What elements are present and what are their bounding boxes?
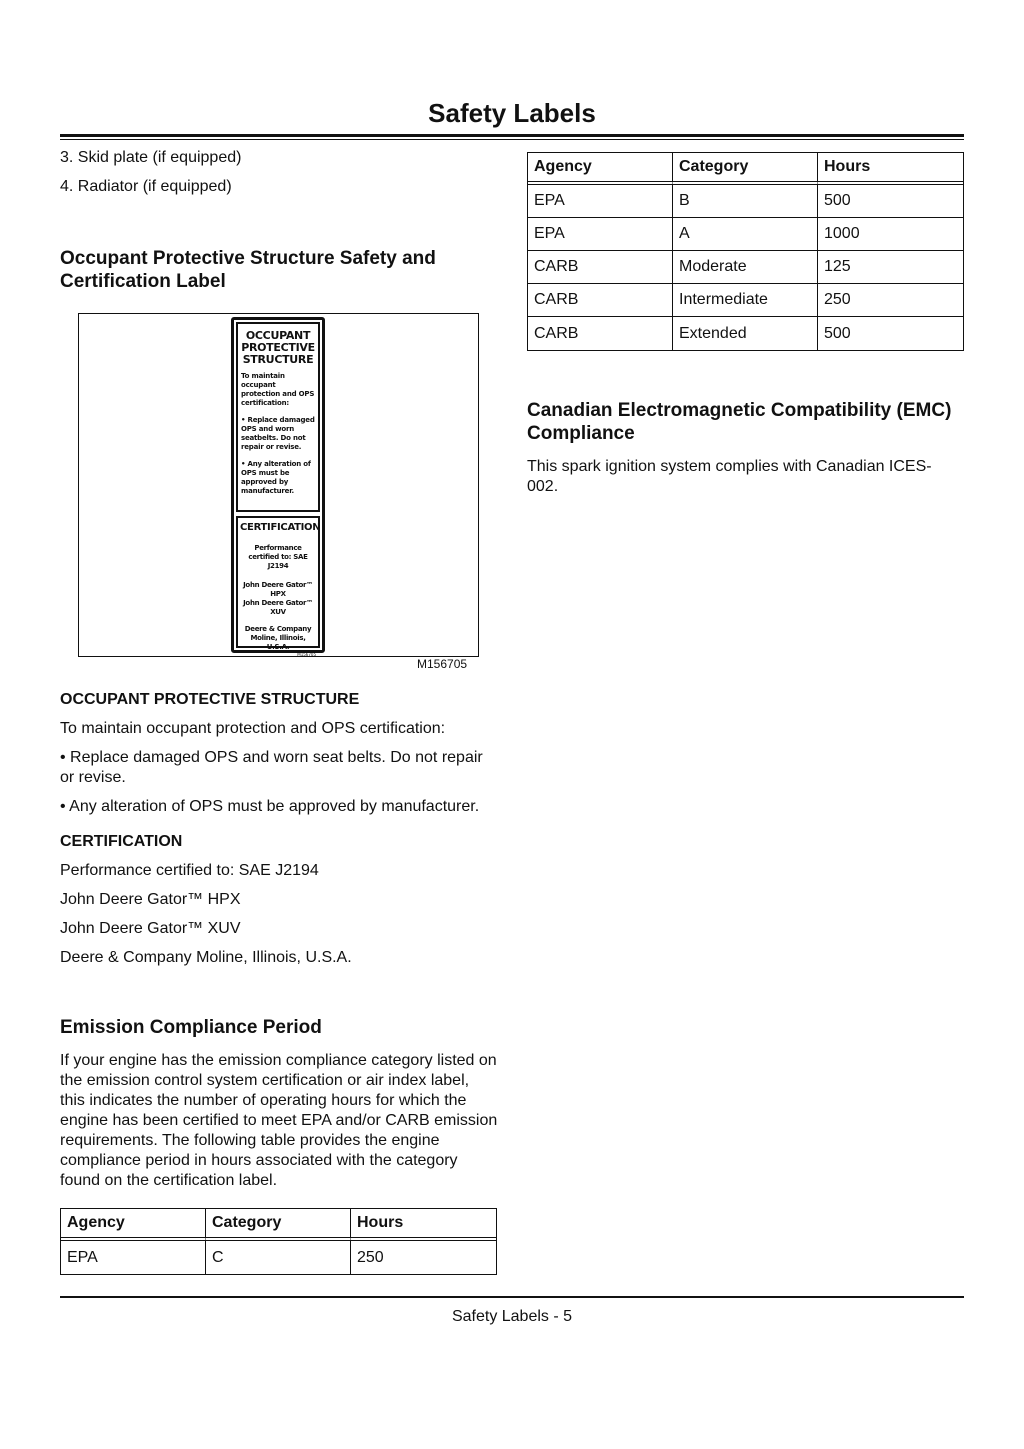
decal-model-2: John Deere Gator™ XUV	[243, 599, 313, 616]
decal-cert-text: Performance certified to: SAE J2194	[248, 544, 308, 570]
cell-agency: EPA	[528, 185, 673, 218]
table-header-row	[61, 1209, 496, 1241]
ops-label-heading: Occupant Protective Structure Safety and Certification Label	[60, 248, 436, 292]
col-header-hours: Hours	[351, 1209, 496, 1241]
decal-bullet-2: • Any alteration of OPS must be approved by manufacturer.	[241, 460, 311, 495]
list-section	[60, 148, 500, 197]
cell-category: Intermediate	[673, 284, 818, 317]
table-row	[528, 284, 963, 317]
table-row	[61, 1241, 496, 1274]
decal-cert-section	[236, 516, 321, 657]
ops-decal	[231, 317, 325, 657]
table-header-row	[528, 153, 963, 185]
decal-title: OCCUPANT PROTECTIVE STRUCTURE	[241, 329, 315, 366]
decal-ops-section	[236, 322, 320, 512]
cell-agency: CARB	[528, 317, 673, 350]
ops-bullet-1: • Replace damaged OPS and worn seat belts. Do not repair or revise.	[60, 749, 483, 786]
cell-category: Moderate	[673, 251, 818, 284]
ops-text-section	[60, 690, 500, 817]
emission-heading: Emission Compliance Period	[60, 1017, 322, 1038]
ops-bullet-2: • Any alteration of OPS must be approved by manufacturer.	[60, 798, 480, 815]
page-footer: Safety Labels - 5	[451, 1308, 573, 1325]
cell-agency: EPA	[528, 218, 673, 251]
emission-table-right-wrap	[527, 152, 964, 351]
col-header-hours: Hours	[818, 153, 963, 185]
cell-hours: 125	[818, 251, 963, 284]
cell-hours: 250	[818, 284, 963, 317]
emc-heading: Canadian Electromagnetic Compatibility (EMC) Compliance	[527, 400, 952, 444]
cell-agency: EPA	[61, 1241, 206, 1274]
footer-rule	[60, 1296, 964, 1298]
cell-category: B	[673, 185, 818, 218]
emission-text: If your engine has the emission compliance category listed on the emission control system certification or air index label, this indicates the number of operating hours for which the engine has been certified to meet EPA and/or CARB emission requirements. The following table provides the engine compliance period in hours associated with the category found on the certification label.	[60, 1052, 498, 1189]
col-header-agency: Agency	[528, 153, 673, 185]
cell-hours: 500	[818, 185, 963, 218]
table-row	[528, 185, 963, 218]
cell-hours: 250	[357, 1248, 384, 1266]
cert-line-1: Performance certified to: SAE J2194	[60, 862, 319, 879]
cell-agency: CARB	[528, 284, 673, 317]
ops-intro: To maintain occupant protection and OPS certification:	[60, 720, 446, 737]
cert-line-3: John Deere Gator™ XUV	[60, 920, 241, 937]
decal-model-1: John Deere Gator™ HPX	[243, 581, 313, 598]
cell-category: Extended	[673, 317, 818, 350]
header-rule-thin	[60, 139, 964, 140]
cell-hours: 1000	[818, 218, 963, 251]
table-row	[528, 317, 963, 350]
emission-table-right	[527, 152, 964, 351]
emission-table-left	[60, 1208, 497, 1275]
cell-category: A	[673, 218, 818, 251]
decal-code: M156705	[297, 652, 316, 657]
page-title: Safety Labels	[428, 98, 596, 128]
figure-id: M156705	[417, 657, 468, 671]
decal-maker: Deere & Company Moline, Illinois, U.S.A.	[244, 625, 312, 651]
table-row	[528, 218, 963, 251]
col-header-agency: Agency	[61, 1209, 206, 1241]
cert-subheading: CERTIFICATION	[60, 833, 183, 850]
cert-text-section	[60, 832, 500, 968]
emc-text: This spark ignition system complies with Canadian ICES-002.	[527, 458, 932, 495]
cert-line-4: Deere & Company Moline, Illinois, U.S.A.	[60, 949, 352, 966]
decal-cert-title: CERTIFICATION	[240, 522, 321, 533]
decal-bullet-1: • Replace damaged OPS and worn seatbelts. Do not repair or revise.	[241, 416, 315, 451]
list-item-radiator: 4. Radiator (if equipped)	[60, 178, 232, 195]
list-item-skid-plate: 3. Skid plate (if equipped)	[60, 149, 242, 166]
ops-decal-figure	[78, 313, 479, 657]
cell-hours: 500	[824, 324, 851, 342]
header-rule-thick	[60, 134, 964, 137]
table-row	[528, 251, 963, 284]
col-header-category: Category	[673, 153, 818, 185]
emission-table-left-wrap	[60, 1208, 497, 1275]
col-header-category: Category	[206, 1209, 351, 1241]
ops-subheading: OCCUPANT PROTECTIVE STRUCTURE	[60, 691, 360, 708]
decal-intro: To maintain occupant protection and OPS certification:	[241, 372, 315, 407]
cell-agency: CARB	[528, 251, 673, 284]
cert-line-2: John Deere Gator™ HPX	[60, 891, 241, 908]
cell-category: C	[206, 1241, 351, 1274]
